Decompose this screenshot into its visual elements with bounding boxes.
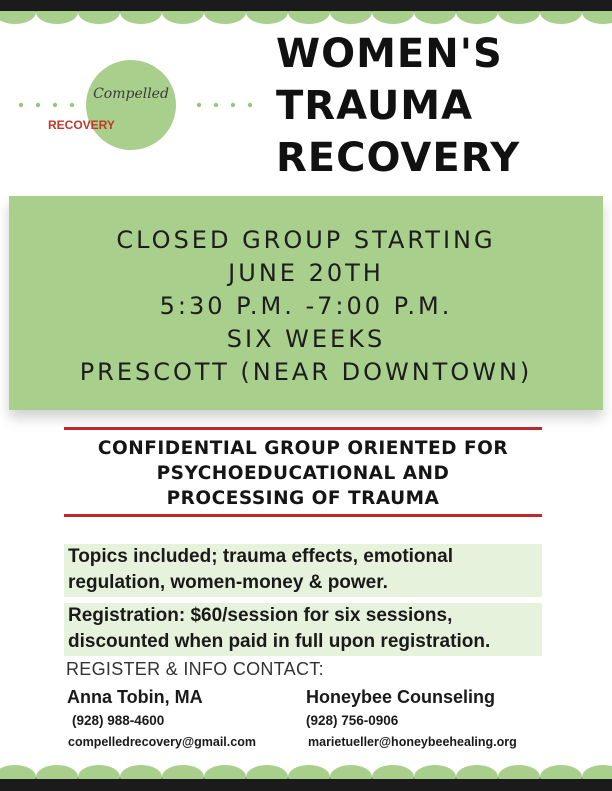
logo-dots-left (18, 102, 78, 108)
details-line-3: 5:30 P.M. -7:00 P.M. (159, 292, 453, 320)
details-line-1: CLOSED GROUP STARTING (116, 226, 496, 254)
details-line-4: SIX WEEKS (226, 325, 386, 353)
group-details-panel (9, 196, 603, 410)
topics-line-1: Topics included; trauma effects, emotional (68, 546, 453, 567)
confidential-heading (70, 436, 536, 511)
logo-script-text: Compelled (93, 86, 169, 102)
registration-line-2: discounted when paid in full upon registration. (68, 631, 491, 652)
logo-dots-right (196, 102, 256, 108)
contact-left-name: Anna Tobin, MA (67, 687, 203, 707)
registration-line-1: Registration: $60/session for six sessions, (68, 605, 453, 626)
contact-left-email: compelledrecovery@gmail.com (68, 735, 256, 749)
details-line-2: JUNE 20TH (228, 259, 384, 287)
details-line-5: PRESCOTT (NEAR DOWNTOWN) (79, 358, 533, 386)
bottom-red-divider (64, 514, 542, 517)
bottom-scalloped-border (0, 755, 612, 791)
contact-right-name: Honeybee Counseling (306, 687, 496, 707)
confidential-line-2: PSYCHOEDUCATIONAL AND (156, 463, 450, 484)
title-line-1: WOMEN'S (276, 31, 503, 77)
title-line-2: TRAUMA (276, 83, 474, 129)
confidential-line-1: CONFIDENTIAL GROUP ORIENTED FOR (97, 438, 509, 459)
topics-box (64, 544, 542, 597)
topics-line-2: regulation, women-money & power. (68, 572, 388, 593)
registration-box (64, 603, 542, 656)
contact-heading: REGISTER & INFO CONTACT: (66, 659, 324, 679)
contact-left-phone: (928) 988-4600 (72, 713, 165, 728)
confidential-line-3: PROCESSING OF TRAUMA (166, 488, 440, 509)
title-line-3: RECOVERY (276, 135, 521, 181)
logo-circle (86, 60, 176, 150)
compelled-recovery-logo (18, 60, 258, 150)
logo-recovery-text: RECOVERY (48, 118, 115, 132)
page-title (276, 28, 596, 184)
contact-right-email: marietueller@honeybeehealing.org (308, 735, 517, 749)
contact-right-phone: (928) 756-0906 (306, 713, 399, 728)
top-red-divider (64, 427, 542, 430)
